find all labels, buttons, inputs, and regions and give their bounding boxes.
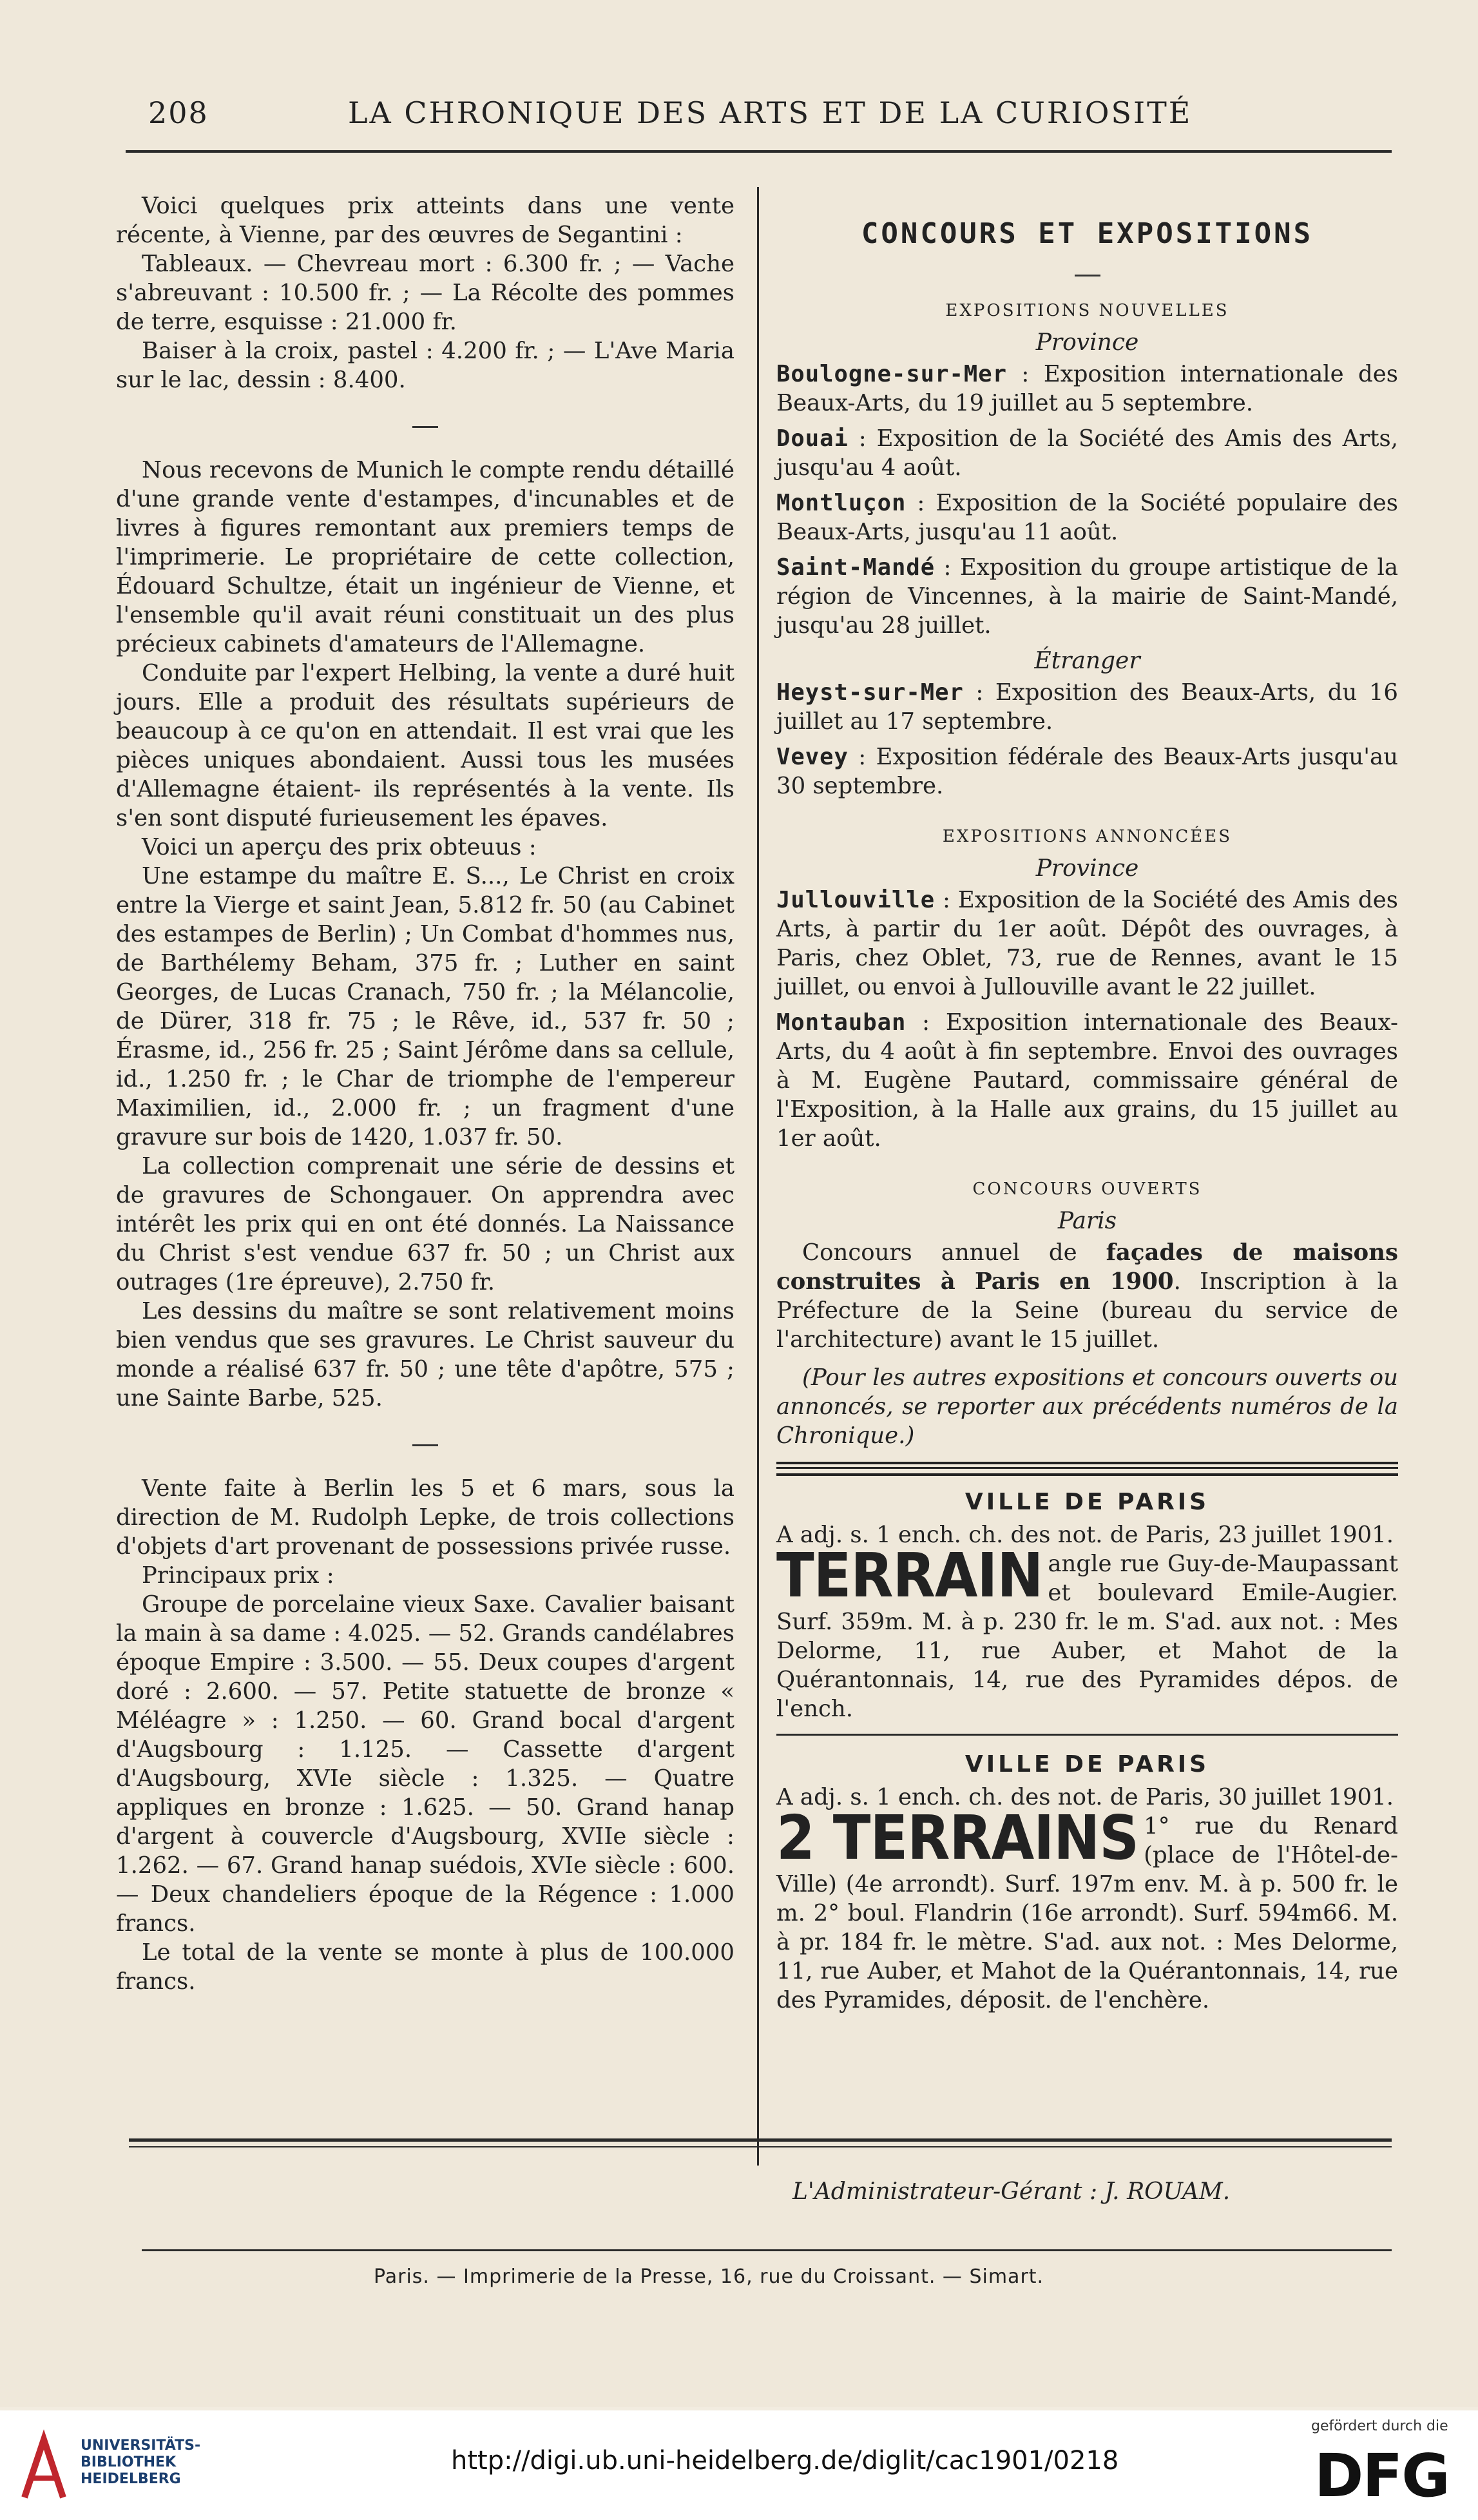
running-header [129,89,1392,141]
digitization-footer [0,2410,1478,2520]
bottom-rule [129,2138,1392,2142]
column-divider [757,187,759,2166]
auction-notice [776,1750,1398,2015]
permalink[interactable]: http://digi.ub.uni-heidelberg.de/diglit/cac1901/0218 [451,2446,1119,2476]
notice-display-word: 2 TERRAINS [776,1803,1139,1874]
journal-title: LA CHRONIQUE DES ARTS ET DE LA CURIOSITÉ [348,95,1193,130]
auction-notice [776,1488,1398,1723]
exhibition-entry: Montluçon : Exposition de la Société populaire des Beaux-Arts, jusqu'au 11 août. [776,490,1398,545]
paragraph: Voici un aperçu des prix obteuus : [142,834,537,860]
notice-heading: VILLE DE PARIS [965,1751,1210,1778]
paragraph: Baiser à la croix, pastel : 4.200 fr. ; — L'Ave Maria sur le lac, dessin : 8.400. [116,338,734,393]
notice-date-line: A adj. s. 1 ench. ch. des not. de Paris, 30 juillet 1901. [776,1784,1394,1810]
paragraph: Les dessins du maître se sont relativement moins bien vendus que ses gravures. Le Christ sauveur du monde a réalisé 637 fr. 50 ; une tête d'apôtre, 575 ; une Sainte Barbe, 525. [116,1298,734,1411]
notice-date-line: A adj. s. 1 ench. ch. des not. de Paris, 23 juillet 1901. [776,1522,1394,1548]
imprint-rule [142,2249,1392,2251]
section-heading: CONCOURS ET EXPOSITIONS [861,217,1314,250]
paragraph: Tableaux. — Chevreau mort : 6.300 fr. ; — Vache s'abreuvant : 10.500 fr. ; — La Récolte des pommes de terre, esquisse : 21.000 fr. [116,251,734,335]
exhibition-entry: Douai : Exposition de la Société des Amis des Arts, jusqu'au 4 août. [776,425,1398,481]
section-separator [776,255,1398,284]
paragraph: Voici quelques prix atteints dans une vente récente, à Vienne, par des œuvres de Segantini : [116,193,734,248]
page-number: 208 [148,95,209,130]
editorial-note: (Pour les autres expositions et concours ouverts ou annoncés, se reporter aux précédents numéros de la Chronique.) [776,1364,1398,1449]
exhibition-entry: Heyst-sur-Mer : Exposition des Beaux-Arts, du 16 juillet au 17 septembre. [776,679,1398,735]
competition-entry: Concours annuel de façades de maisons construites à Paris en 1900. Inscription à la Préfecture de la Seine (bureau du service de l'architecture) avant le 15 juillet. [776,1239,1399,1353]
paragraph: Nous recevons de Munich le compte rendu détaillé d'une grande vente d'estampes, d'incunables et de livres à figures remontant aux premiers temps de l'imprimerie. Le propriétaire de cette collection, Édouard Schultze, était un ingénieur de Vienne, et l'ensemble qu'il avait réuni constituait un des plus précieux cabinets d'amateurs de l'Allemagne. [116,457,734,657]
subsection-heading: CONCOURS OUVERTS [972,1179,1202,1199]
exhibition-entry: Saint-Mandé : Exposition du groupe artistique de la région de Vincennes, à la mairie de Saint-Mandé, jusqu'au 28 juillet. [776,554,1398,639]
subsection-heading: EXPOSITIONS NOUVELLES [945,301,1229,320]
administrator-signoff: L'Administrateur-Gérant : J. ROUAM. [792,2178,1231,2205]
category-label: Paris [1057,1208,1117,1234]
paragraph: Une estampe du maître E. S..., Le Christ en croix entre la Vierge et saint Jean, 5.812 fr. 50 (au Cabinet des estampes de Berlin) ; Un Combat d'hommes nus, de Barthélemy Beham, 375 fr. ; Luther en saint Georges, de Lucas Cranach, 750 fr. ; la Mélancolie, de Dürer, 318 fr. 75 ; le Rêve, id., 537 fr. 50 ; Érasme, id., 256 fr. 25 ; Saint Jérôme dans sa cellule, id., 1.250 fr. ; le Char de triomphe de l'empereur Maximilien, id., 2.000 fr. ; un fragment d'une gravure sur bois de 1420, 1.037 fr. 50. [116,863,734,1150]
paragraph: Principaux prix : [142,1562,334,1589]
notice-heading: VILLE DE PARIS [965,1489,1210,1515]
section-separator [116,1424,734,1453]
category-label: Étranger [1034,648,1140,674]
paragraph: La collection comprenait une série de dessins et de gravures de Schongauer. On apprendra avec intérêt les prix qui en ont été donnés. La Naissance du Christ s'est vendue 637 fr. 50 ; un Christ aux outrages (1re épreuve), 2.750 fr. [116,1153,734,1295]
subsection-heading: EXPOSITIONS ANNONCÉES [942,827,1233,846]
bottom-rule-thin [129,2146,1392,2147]
library-logo-icon [18,2427,70,2504]
exhibition-entry: Vevey : Exposition fédérale des Beaux-Arts jusqu'au 30 septembre. [776,744,1398,799]
notice-body: 2 TERRAINS 1° rue du Renard (place de l'Hôtel-de-Ville) (4e arrondt). Surf. 197m env. M. à p. 500 fr. le m. 2° boul. Flandrin (16e arrondt). Surf. 594m66. M. à pr. 184 fr. le mètre. S'ad. aux not. : Mes Delorme, 11, rue Auber, et Mahot de la Quérantonnais, 14, rue des Pyramides, déposit. de l'enchère. [776,1803,1398,2013]
exhibition-entry: Boulogne-sur-Mer : Exposition internationale des Beaux-Arts, du 19 juillet au 5 septembre. [776,361,1398,416]
funding-note: gefördert durch die [1311,2418,1448,2434]
category-label: Province [1035,855,1139,882]
dfg-logo: DFG [1314,2441,1449,2510]
paragraph: Conduite par l'expert Helbing, la vente a duré huit jours. Elle a produit des résultats supérieurs de beaucoup à ce qu'on en attendait. Il est vrai que les pièces uniques abondaient. Aussi tous les musées d'Allemagne étaient- ils représentés à la vente. Ils s'en sont disputé furieusement les épaves. [116,660,734,831]
paragraph: Groupe de porcelaine vieux Saxe. Cavalier baisant la main à sa dame : 4.025. — 52. Grands candélabres époque Empire : 3.500. — 55. Deux coupes d'argent doré : 2.600. — 57. Petite statuette de bronze « Méléagre » : 1.250. — 60. Grand bocal d'argent d'Augsbourg : 1.125. — Cassette d'argent d'Augsbourg, XVIe siècle : 1.325. — Quatre appliques en bronze : 1.625. — 50. Grand hanap d'argent à couvercle d'Augsbourg, XVIIe siècle : 1.262. — 67. Grand hanap suédois, XVIe siècle : 600. — Deux chandeliers époque de la Régence : 1.000 francs. [116,1591,734,1937]
paragraph: Vente faite à Berlin les 5 et 6 mars, sous la direction de M. Rudolph Lepke, de trois collections d'objets d'art provenant de possessions privée russe. [116,1475,734,1560]
paragraph: Le total de la vente se monte à plus de 100.000 francs. [116,1939,734,1995]
right-column [776,206,1398,2015]
category-label: Province [1035,329,1139,356]
notice-body: TERRAIN angle rue Guy-de-Maupassant et boulevard Emile-Augier. Surf. 359m. M. à p. 230 fr. le m. S'ad. aux not. : Mes Delorme, 11, rue Auber, et Mahot de la Quérantonnais, 14, rue des Pyramides dépos. de l'ench. [776,1540,1398,1722]
library-name: UNIVERSITÄTS- BIBLIOTHEK HEIDELBERG [81,2438,201,2487]
exhibition-entry: Montauban : Exposition internationale des Beaux-Arts, du 4 août à fin septembre. Envoi des ouvrages à M. Eugène Pautard, commissaire général de l'Exposition, à la Halle aux grains, du 15 juillet au 1er août. [776,1009,1398,1152]
notice-display-word: TERRAIN [776,1540,1043,1611]
section-separator [116,406,734,435]
exhibition-entry: Jullouville : Exposition de la Société des Amis des Arts, à partir du 1er août. Dépôt des ouvrages, à Paris, chez Oblet, 73, rue de Rennes, avant le 15 juillet, ou envoi à Jullouville avant le 22 juillet. [776,887,1398,1000]
notice-rule [776,1734,1398,1736]
double-rule [776,1462,1398,1476]
header-rule [126,150,1392,153]
left-column [116,191,734,1996]
printer-imprint: Paris. — Imprimerie de la Presse, 16, rue du Croissant. — Simart. [374,2265,1044,2288]
